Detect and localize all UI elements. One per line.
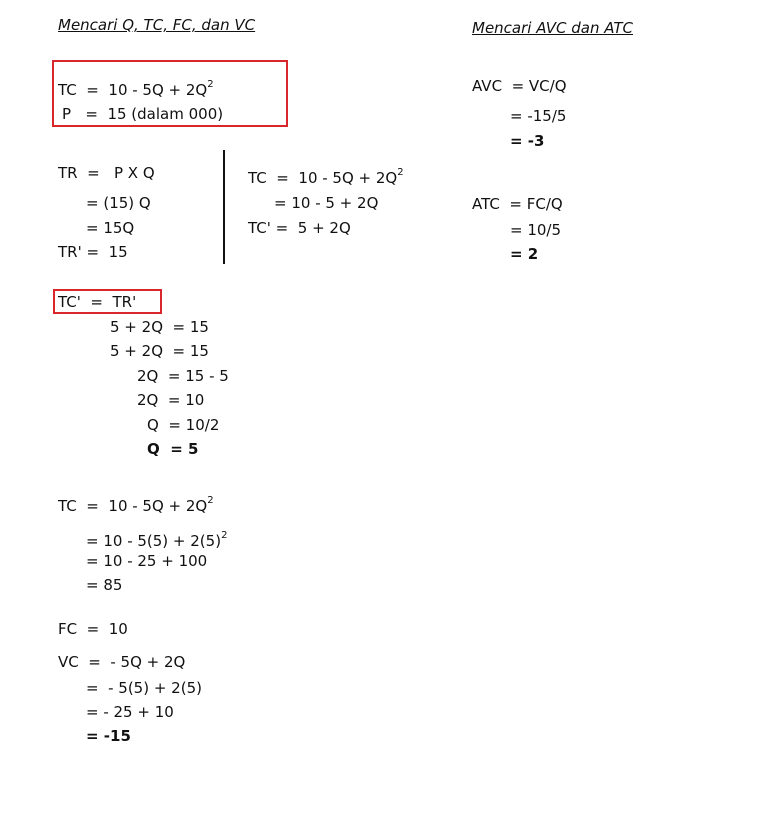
- right-heading: Mencari AVC dan ATC: [472, 19, 634, 37]
- atc-line-2: = 10/5: [510, 221, 562, 239]
- tr-line-1: TR = P X Q: [58, 164, 155, 182]
- solve-line-2: 5 + 2Q = 15: [110, 342, 209, 360]
- vc-line-1: VC = - 5Q + 2Q: [58, 653, 186, 671]
- tr-line-4: TR' = 15: [58, 243, 128, 261]
- column-divider: [223, 150, 225, 264]
- solve-line-5: Q = 10/2: [147, 416, 220, 434]
- solve-head: TC' = TR': [58, 293, 137, 311]
- tr-line-3: = 15Q: [86, 219, 135, 237]
- avc-line-2: = -15/5: [510, 107, 567, 125]
- tc-calc-line-2: = $10 - 5(5) + 2(5)^2$: [86, 530, 228, 550]
- solve-line-1: 5 + 2Q = 15: [110, 318, 209, 336]
- tc-calc-line-4: = 85: [86, 576, 123, 594]
- left-heading: Mencari Q, TC, FC, dan VC: [58, 16, 256, 34]
- avc-line-1: AVC = VC/Q: [472, 77, 567, 95]
- tc-deriv-line-2: = 10 - 5 + 2Q: [274, 194, 379, 212]
- given-price: P = 15 (dalam 000): [62, 105, 224, 123]
- solve-result: Q = 5: [147, 440, 199, 458]
- atc-line-1: ATC = FC/Q: [472, 195, 563, 213]
- given-tc: TC = $10 - 5Q + 2Q^2$: [58, 79, 214, 99]
- tc-deriv-line-1: TC = $10 - 5Q + 2Q^2$: [248, 167, 404, 187]
- solve-line-4: 2Q = 10: [137, 391, 205, 409]
- atc-result: = 2: [510, 245, 539, 263]
- avc-result: = -3: [510, 132, 545, 150]
- vc-result: = -15: [86, 727, 131, 745]
- tc-calc-line-3: = 10 - 25 + 100: [86, 552, 208, 570]
- tr-line-2: = (15) Q: [86, 194, 151, 212]
- vc-line-2: = - 5(5) + 2(5): [86, 679, 202, 697]
- fc-line: FC = 10: [58, 620, 128, 638]
- vc-line-3: = - 25 + 10: [86, 703, 174, 721]
- tc-deriv-line-3: TC' = 5 + 2Q: [248, 219, 351, 237]
- solve-line-3: 2Q = 15 - 5: [137, 367, 229, 385]
- tc-calc-line-1: TC = $10 - 5Q + 2Q^2$: [58, 495, 214, 515]
